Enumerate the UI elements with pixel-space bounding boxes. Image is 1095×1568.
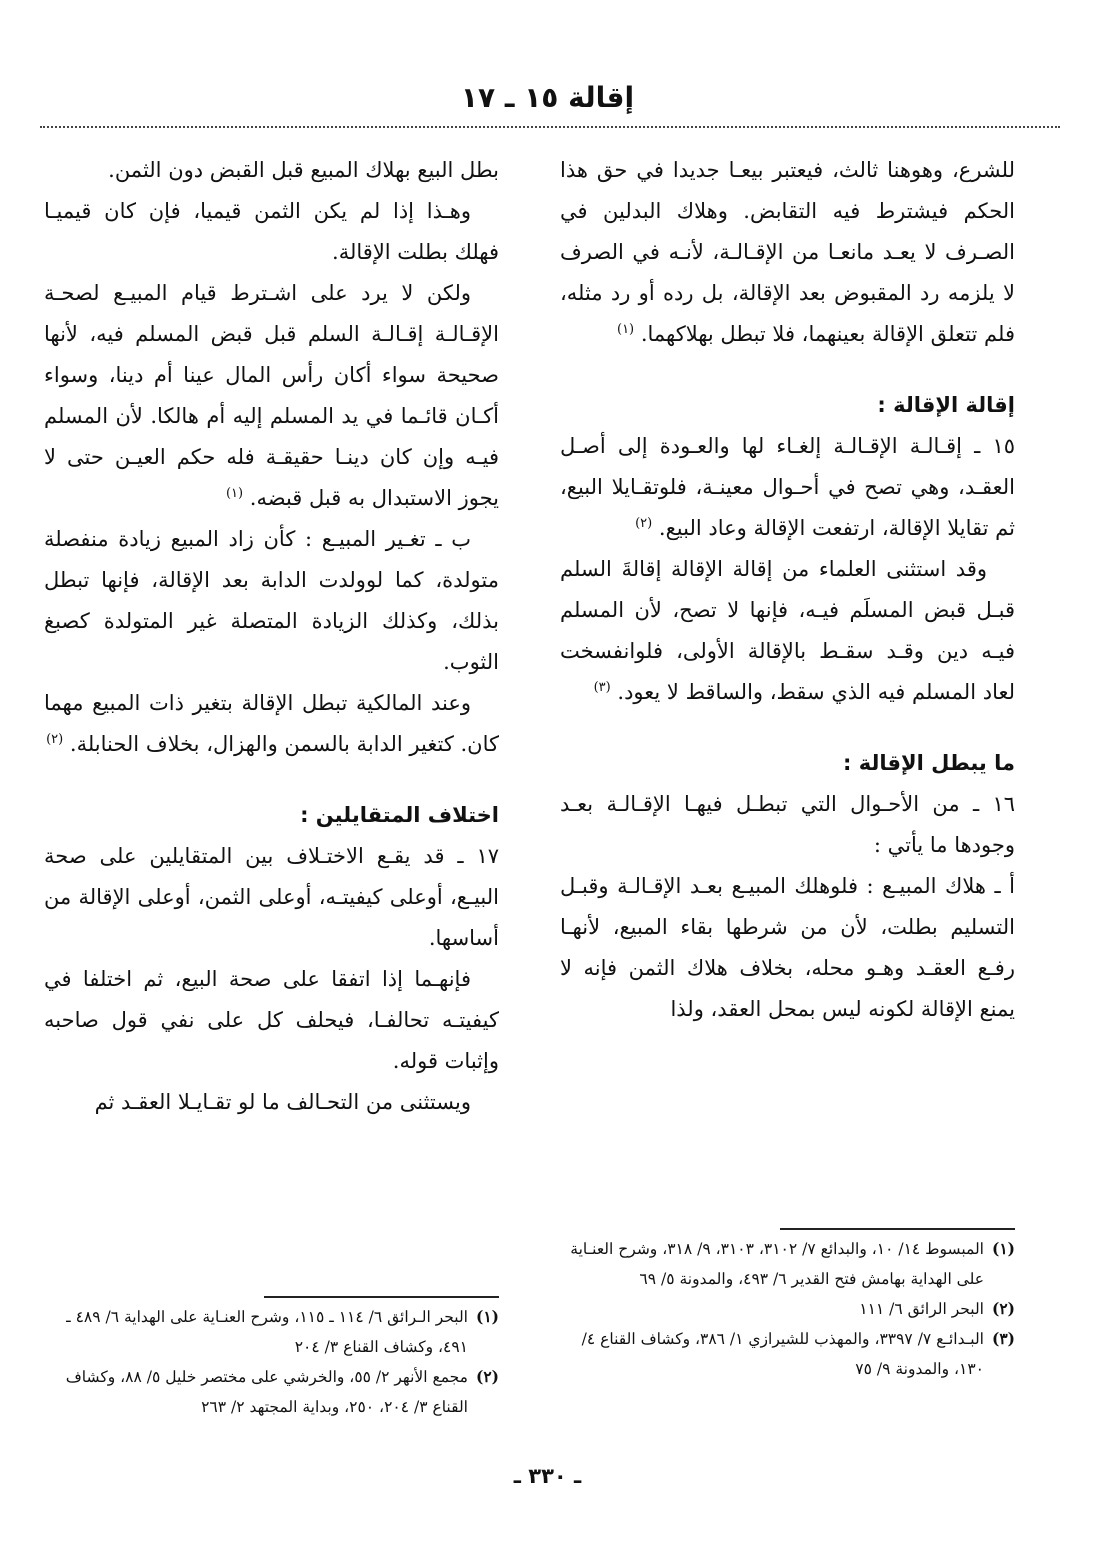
paragraph: ويستثنى من التحـالف ما لو تقـايـلا العقـد ثم (94, 1090, 471, 1114)
section-heading: إقالة الإقالة : (877, 393, 1015, 417)
page-number: ـ ٣٣٠ ـ (513, 1464, 582, 1488)
footnotes-left (44, 1296, 499, 1422)
footnote-number: (٢) (991, 1299, 1015, 1318)
footnote-text: البحر الـرائق ٦/ ١١٤ ـ ١١٥، وشرح العنـاية على الهداية ٦/ ٤٨٩ ـ ٤٩١، وكشاف القناع ٣/ ٢٠٤ (66, 1308, 468, 1356)
footnote-ref: (١) (225, 486, 244, 501)
paragraph: ولكن لا يرد على اشـترط قيام المبيـع لصحـة الإقـالـة إقـالـة السلم قبل قبض المسلم فيه، لأنها صحيحة سواء أكان رأس المال عينا أم دينا، وسواء أكـان قائـما في يد المسلم إليه أم هالكا. لأن المسلم فيـه وإن كان دينـا حقيقـة فله حكم العيـن حتى لا يجوز الاستبدال به قبل قبضه. $^{(١)}$ (44, 281, 499, 510)
footnote (560, 1294, 1015, 1324)
footnote-ref: (٣) (593, 680, 611, 695)
footnote (44, 1362, 499, 1422)
section-heading: اختلاف المتقايلين : (300, 803, 499, 827)
paragraph: ب ـ تغـير المبيـع : كأن زاد المبيع زيادة منفصلة متولدة، كما لوولدت الدابة بعد الإقالة، فإنها تبطل بذلك، وكذلك الزيادة المتصلة غير المتولدة كصبغ الثوب. (44, 527, 499, 674)
footnote-ref: (١) (616, 322, 635, 337)
page-title: إقالة ١٥ ـ ١٧ (460, 81, 635, 114)
paragraph: ١٧ ـ قد يقـع الاختـلاف بين المتقايلين على صحة البيـع، أوعلى كيفيتـه، أوعلى الثمن، أوعلى الإقالة من أساسها. (44, 844, 499, 950)
footnote-text: مجمع الأنهر ٢/ ٥٥، والخرشي على مختصر خليل ٥/ ٨٨، وكشاف القناع ٣/ ٢٠٤، ٢٥٠، وبداية المجتهد ٢/ ٢٦٣ (65, 1368, 468, 1416)
left-column (44, 150, 499, 1123)
footnote-divider (264, 1296, 499, 1298)
footnote (44, 1302, 499, 1362)
paragraph: ١٥ ـ إقـالـة الإقـالـة إلغـاء لها والعـودة إلى أصـل العقـد، وهي تصح في أحـوال معينـة، فلوتقـايلا البيع، ثم تقايلا الإقالة، ارتفعت الإقالة وعاد البيع. $^{(٢)}$ (560, 434, 1015, 540)
right-column (560, 150, 1015, 1030)
footnote-divider (780, 1228, 1015, 1230)
paragraph: وقد استثنى العلماء من إقالة الإقالة إقالةَ السلم قبـل قبض المسلَم فيـه، فإنها لا تصح، لأن المسلم فيـه دين وقـد سقـط بالإقالة الأولى، فلوانفسخت لعاد المسلم فيه الذي سقط، والساقط لا يعود. $^{(٣)}$ (560, 557, 1015, 704)
footnote-ref: (٢) (635, 516, 653, 531)
footnote (560, 1324, 1015, 1384)
footnote-number: (١) (991, 1239, 1015, 1258)
paragraph: للشرع، وهوهنا ثالث، فيعتبر بيعـا جديدا في حق هذا الحكم فيشترط فيه التقابض. وهلاك البدلين في الصـرف لا يعـد مانعـا من الإقـالـة، لأنـه في الصرف لا يلزمه رد المقبوض بعد الإقالة، بل رده أو رد مثله، فلم تتعلق الإقالة بعينهما، فلا تبطل بهلاكهما. $^{(١)}$ (560, 158, 1015, 346)
paragraph: فإنهـما إذا اتفقا على صحة البيع، ثم اختلفا في كيفيتـه تحالفـا، فيحلف كل على نفي قول صاحبه وإثبات قوله. (44, 967, 499, 1073)
section-heading: ما يبطل الإقالة : (843, 751, 1015, 775)
footnote-ref: (٢) (46, 732, 64, 747)
paragraph: بطل البيع بهلاك المبيع قبل القبض دون الثمن. (108, 158, 499, 182)
footnote-text: البـدائـع ٧/ ٣٣٩٧، والمهذب للشيرازي ١/ ٣٨٦، وكشاف القناع ٤/ ١٣٠، والمدونة ٩/ ٧٥ (581, 1330, 984, 1378)
footnote-text: المبسوط ١٤/ ١٠، والبدائع ٧/ ٣١٠٢، ٣١٠٣، ٩/ ٣١٨، وشرح العنـاية على الهداية بهامش فتح القدير ٦/ ٤٩٣، والمدونة ٥/ ٦٩ (570, 1240, 984, 1288)
footnotes-right (560, 1228, 1015, 1384)
paragraph: وعند المالكية تبطل الإقالة بتغير ذات المبيع مهما كان. كتغير الدابة بالسمن والهزال، بخلاف الحنابلة. $^{(٢)}$ (44, 691, 499, 756)
footnote-number: (٣) (991, 1329, 1015, 1348)
footnote-number: (١) (475, 1307, 499, 1326)
footnote-number: (٢) (475, 1367, 499, 1386)
footnote (560, 1234, 1015, 1294)
footnote-text: البحر الرائق ٦/ ١١١ (859, 1300, 984, 1318)
paragraph: وهـذا إذا لم يكن الثمن قيميا، فإن كان قيميـا فهلك بطلت الإقالة. (44, 199, 499, 264)
paragraph: ١٦ ـ من الأحـوال التي تبطـل فيهـا الإقـالـة بعـد وجودها ما يأتي : (560, 792, 1015, 857)
paragraph: أ ـ هلاك المبيـع : فلوهلك المبيـع بعـد الإقـالـة وقبـل التسليم بطلت، لأن من شرطها بقاء المبيع، لأنهـا رفـع العقـد وهـو محله، بخلاف هلاك الثمن فإنه لا يمنع الإقالة لكونه ليس بمحل العقد، ولذا (560, 874, 1015, 1021)
header-divider (40, 126, 1060, 128)
